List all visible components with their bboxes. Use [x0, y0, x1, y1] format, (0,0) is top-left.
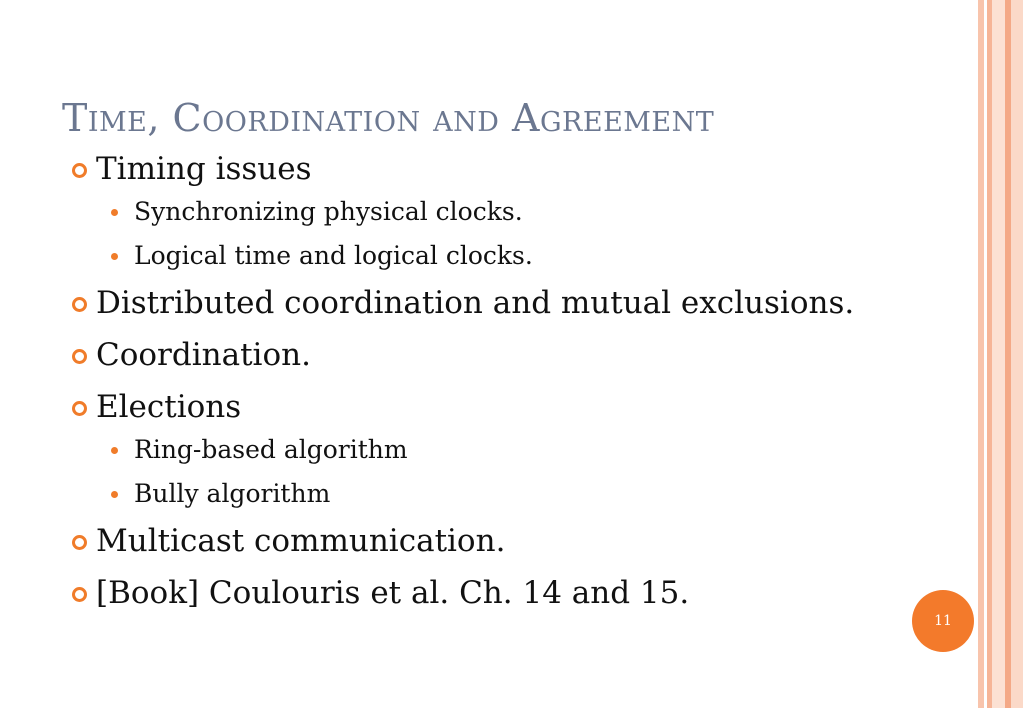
stripe-4	[992, 0, 1005, 708]
hollow-circle-bullet-icon	[72, 587, 87, 602]
page-number: 11	[934, 613, 952, 629]
hollow-circle-bullet-icon	[72, 297, 87, 312]
list-item-text: Ring-based algorithm	[134, 435, 408, 464]
hollow-circle-bullet-icon	[72, 535, 87, 550]
list-item	[72, 284, 952, 322]
list-sub-item	[72, 196, 952, 228]
list-item	[72, 522, 952, 560]
bullet-list	[72, 150, 952, 612]
stripe-6	[1011, 0, 1023, 708]
list-item-text: Bully algorithm	[134, 479, 331, 508]
page-number-badge	[912, 590, 974, 652]
list-item-text: Distributed coordination and mutual exclusions.	[96, 285, 855, 321]
list-item-text: Logical time and logical clocks.	[134, 241, 533, 270]
hollow-circle-bullet-icon	[72, 401, 87, 416]
list-item-text: Timing issues	[96, 151, 312, 187]
list-item	[72, 150, 952, 188]
dot-bullet-icon	[111, 209, 118, 216]
list-item-text: Elections	[96, 389, 242, 425]
list-sub-item	[72, 434, 952, 466]
list-item	[72, 336, 952, 374]
dot-bullet-icon	[111, 253, 118, 260]
list-item-text: [Book] Coulouris et al. Ch. 14 and 15.	[96, 575, 690, 611]
list-sub-item	[72, 240, 952, 272]
list-sub-item	[72, 478, 952, 510]
hollow-circle-bullet-icon	[72, 349, 87, 364]
list-item-text: Coordination.	[96, 337, 311, 373]
list-item-text: Multicast communication.	[96, 523, 506, 559]
dot-bullet-icon	[111, 491, 118, 498]
decorative-stripes	[978, 0, 1023, 708]
slide-title: Time, Coordination and Agreement	[62, 96, 715, 140]
list-item	[72, 388, 952, 426]
list-item	[72, 574, 952, 612]
list-item-text: Synchronizing physical clocks.	[134, 197, 523, 226]
hollow-circle-bullet-icon	[72, 163, 87, 178]
dot-bullet-icon	[111, 447, 118, 454]
